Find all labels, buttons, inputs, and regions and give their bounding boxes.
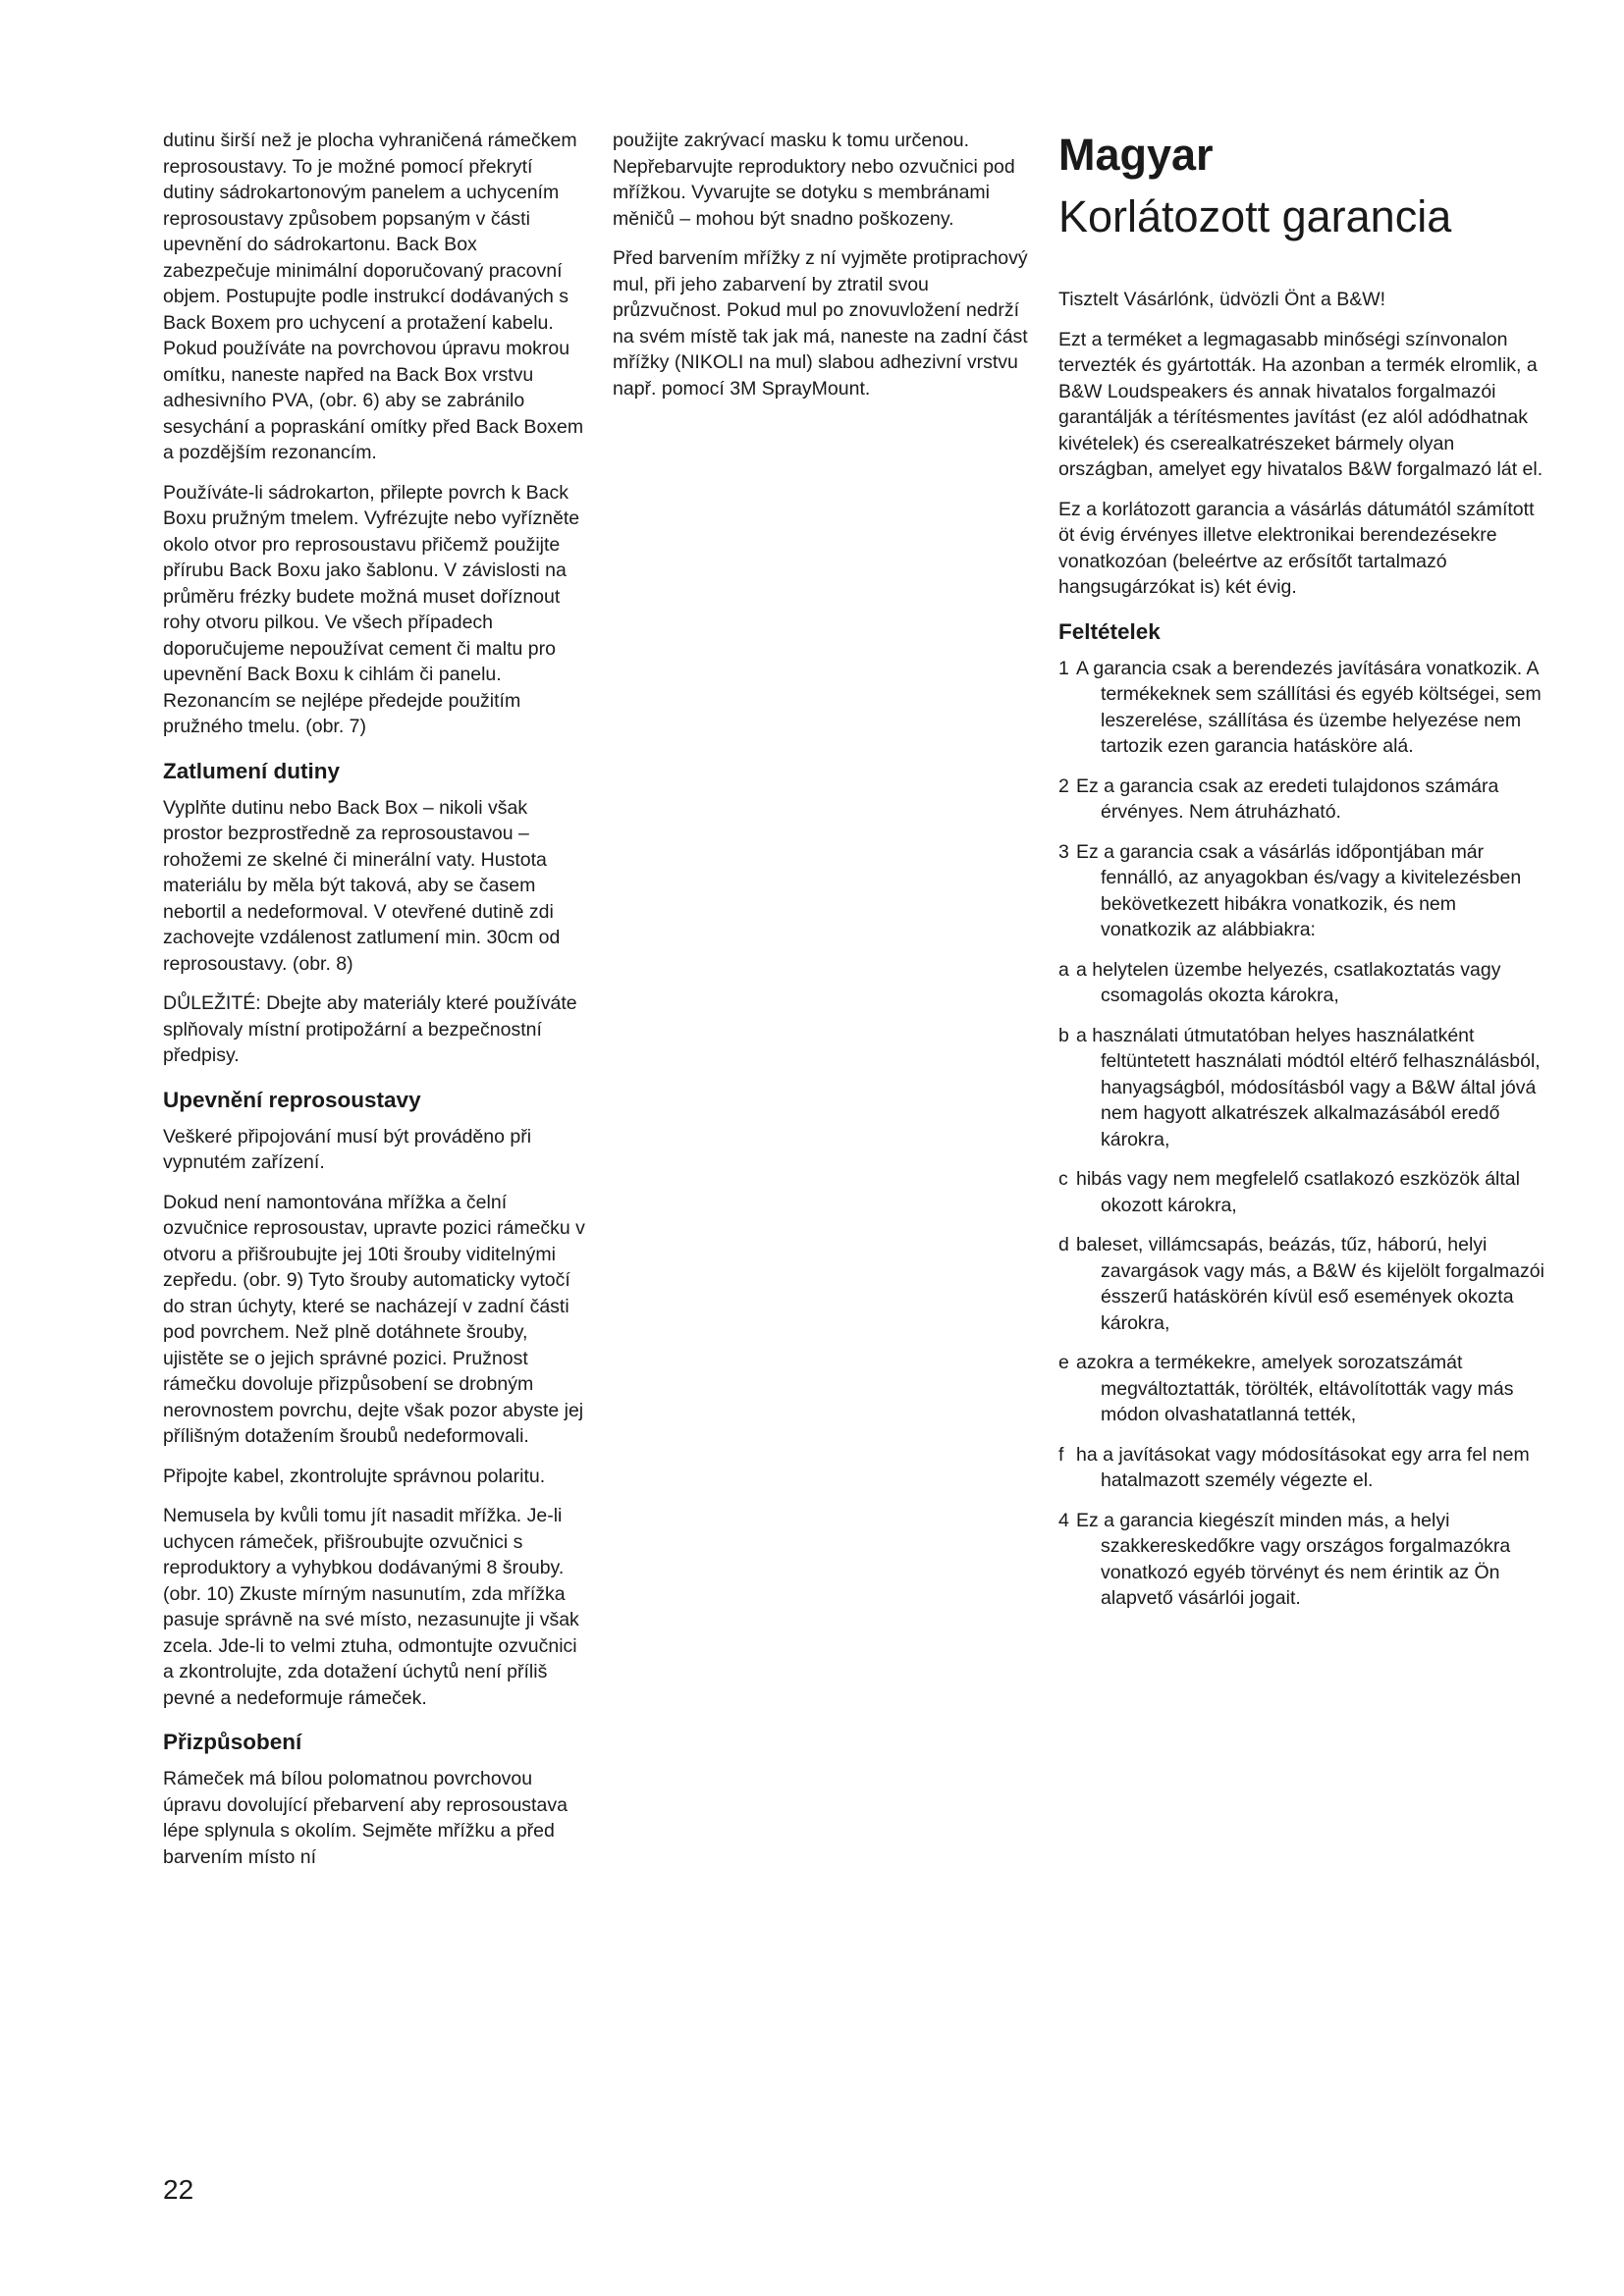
paragraph: Používáte-li sádrokarton, přilepte povrch k Back Boxu pružným tmelem. Vyfrézujte nebo vyřízněte okolo otvor pro reprosoustavu přičemž použijte přírubu Back Boxu jako šablonu. V závislosti na průměru frézky budete možná muset doříznout rohy otvoru pilkou. Ve všech případech doporučujeme nepoužívat cement či maltu pro upevnění Back Boxu k cihlám či panelu. Rezonancím se nejlépe předejde použitím pružného tmelu. (obr. 7): [163, 481, 580, 737]
paragraph: Rámeček má bílou polomatnou povrchovou úpravu dovolující přebarvení aby reprosoustava lépe splynula s okolím. Sejměte mřížku a před barvením místo ní: [163, 1768, 568, 1868]
paragraph: Ez a korlátozott garancia a vásárlás dátumától számított öt évig érvényes illetve elektronikai berendezésekre vonatkozóan (beleértve az erősítőt tartalmazó hangsugárzókat is) két évig.: [1058, 498, 1535, 598]
page-number: 22: [163, 2174, 194, 2205]
section-heading: Přizpůsobení: [163, 1730, 302, 1754]
section-heading: Zatlumení dutiny: [163, 758, 340, 783]
list-item-text: Ez a garancia kiegészít minden más, a helyi szakkereskedőkre vagy országos forgalmazókra vonatkozó egyéb törvényt és nem érintik az Ön alapvető vásárlói jogait.: [1076, 1509, 1511, 1609]
language-heading: Magyar: [1058, 130, 1214, 180]
paragraph: použijte zakrývací masku k tomu určenou. Nepřebarvujte reproduktory nebo ozvučnici pod mřížkou. Vyvarujte se dotyku s membránami měničů – mohou být snadno poškozeny.: [613, 130, 1015, 230]
list-item-text: Ez a garancia csak a vásárlás időpontjában már fennálló, az anyagokban és/vagy a kivitelezésben bekövetkezett hibákra vonatkozik, és nem vonatkozik az alábbiakra:: [1076, 840, 1522, 940]
list-marker: 4: [1058, 1509, 1069, 1531]
list-marker: d: [1058, 1234, 1069, 1255]
list-item: [1058, 839, 1549, 943]
list-item-text: Ez a garancia csak az eredeti tulajdonos számára érvényes. Nem átruházható.: [1076, 774, 1499, 823]
list-item-text: azokra a termékekre, amelyek sorozatszámát megváltoztatták, törölték, eltávolították vagy más módon olvashatatlanná tették,: [1076, 1352, 1514, 1425]
paragraph: Tisztelt Vásárlónk, üdvözli Önt a B&W!: [1058, 289, 1386, 310]
list-marker: a: [1058, 958, 1069, 981]
paragraph: Připojte kabel, zkontrolujte správnou polaritu.: [163, 1465, 546, 1487]
list-marker: e: [1058, 1352, 1069, 1373]
list-item-text: A garancia csak a berendezés javítására vonatkozik. A termékeknek sem szállítási és egyéb költségei, sem leszerelése, szállítása és üzembe helyezése nem tartozik ezen garancia hatásköre alá.: [1076, 657, 1542, 757]
list-marker: 3: [1058, 840, 1069, 863]
paragraph: DŮLEŽITÉ: Dbejte aby materiály které používáte splňovaly místní protipožární a bezpečnostní předpisy.: [163, 992, 577, 1066]
list-marker: 2: [1058, 774, 1069, 797]
list-marker: f: [1058, 1443, 1064, 1466]
page-title: Korlátozott garancia: [1058, 191, 1452, 241]
list-marker: c: [1058, 1168, 1068, 1190]
list-item: [1058, 1442, 1549, 1494]
list-item: [1058, 1508, 1549, 1612]
list-item-text: baleset, villámcsapás, beázás, tűz, háború, helyi zavargások vagy más, a B&W és kijelölt forgalmazói ésszerű hatáskörén kívül eső események okozta károkra,: [1076, 1234, 1544, 1334]
paragraph: Vyplňte dutinu nebo Back Box – nikoli však prostor bezprostředně za reprosoustavou – rohožemi ze skelné či minerální vaty. Hustota materiálu by měla být taková, aby se časem nebortil a nedeformoval. V otevřené dutině zdi zachovejte vzdálenost zatlumení min. 30cm od reprosoustavy. (obr. 8): [163, 796, 561, 975]
list-item: [1058, 1166, 1549, 1218]
list-marker: b: [1058, 1024, 1069, 1046]
paragraph: dutinu širší než je plocha vyhraničená rámečkem reprosoustavy. To je možné pomocí překrytí dutiny sádrokartonovým panelem a uchycením reprosoustavy způsobem popsaným v části upevnění do sádrokartonu. Back Box zabezpečuje minimální doporučovaný pracovní objem. Postupujte podle instrukcí dodávaných s Back Boxem pro uchycení a protažení kabelu. Pokud používáte na povrchovou úpravu mokrou omítku, naneste napřed na Back Box vrstvu adhesivního PVA, (obr. 6) aby se zabránilo sesychání a popraskání omítky před Back Boxem a pozdějším rezonancím.: [163, 130, 584, 463]
list-item-text: a használati útmutatóban helyes használatként feltüntetett használati módtól eltérő felhasználásból, hanyagságból, módosításból vagy a B&W által jóvá nem hagyott alkatrészek alkalmazásából eredő károkra,: [1076, 1024, 1541, 1150]
list-item: [1058, 774, 1549, 826]
list-item-text: a helytelen üzembe helyezés, csatlakoztatás vagy csomagolás okozta károkra,: [1076, 958, 1501, 1006]
list-item: [1058, 1232, 1549, 1336]
list-item: [1058, 957, 1549, 1009]
paragraph: Dokud není namontována mřížka a čelní ozvučnice reprosoustav, upravte pozici rámečku v otvoru a přišroubujte jej 10ti šrouby viditelnými zepředu. (obr. 9) Tyto šrouby automaticky vytočí do stran úchyty, které se nacházejí v zadní části pod povrchem. Než plně dotáhnete šrouby, ujistěte se o jejich správné pozici. Pružnost rámečku dovoluje přizpůsobení se drobným nerovnostem povrchu, dejte však pozor abyste jej přílišným dotažením šroubů nedeformovali.: [163, 1191, 585, 1447]
paragraph: Nemusela by kvůli tomu jít nasadit mřížka. Je-li uchycen rámeček, přišroubujte ozvučnici s reproduktory a vyhybkou dodávanými 8 šrouby. (obr. 10) Zkuste mírným nasunutím, zda mřížka pasuje správně na své místo, nezasunujte ji však zcela. Jde-li to velmi ztuha, odmontujte ozvučnici a zkontrolujte, zda dotažení úchytů není příliš pevné a nedeformuje rámeček.: [163, 1505, 579, 1709]
section-heading: Upevnění reprosoustavy: [163, 1087, 421, 1112]
list-item: [1058, 1350, 1549, 1428]
list-item: [1058, 656, 1549, 760]
column-left: [163, 128, 585, 1884]
list-item-text: ha a javításokat vagy módosításokat egy arra fel nem hatalmazott személy végezte el.: [1076, 1443, 1530, 1491]
list-marker: 1: [1058, 657, 1069, 679]
paragraph: Veškeré připojování musí být prováděno při vypnutém zařízení.: [163, 1125, 532, 1173]
list-item-text: hibás vagy nem megfelelő csatlakozó eszközök által okozott károkra,: [1076, 1168, 1520, 1216]
column-right: [1058, 128, 1549, 1626]
conditions-list: [1058, 656, 1549, 1612]
section-heading: Feltételek: [1058, 618, 1161, 644]
list-item: [1058, 1023, 1549, 1153]
paragraph: Před barvením mřížky z ní vyjměte protiprachový mul, při jeho zabarvení by ztratil svou průzvučnost. Pokud mul po znovuvložení nedrží na svém místě tak jak má, naneste na zadní část mřížky (NIKOLI na mul) slabou adhezivní vrstvu např. pomocí 3M SprayMount.: [613, 247, 1028, 400]
paragraph: Ezt a terméket a legmagasabb minőségi színvonalon tervezték és gyártották. Ha azonban a termék elromlik, a B&W Loudspeakers és annak hivatalos forgalmazói garantálják a térítésmentes javítást (ez alól adódhatnak kivételek) és cserealkatrészeket bármely olyan országban, amelyet egy hivatalos B&W forgalmazó lát el.: [1058, 328, 1543, 480]
column-middle: [613, 128, 1035, 415]
